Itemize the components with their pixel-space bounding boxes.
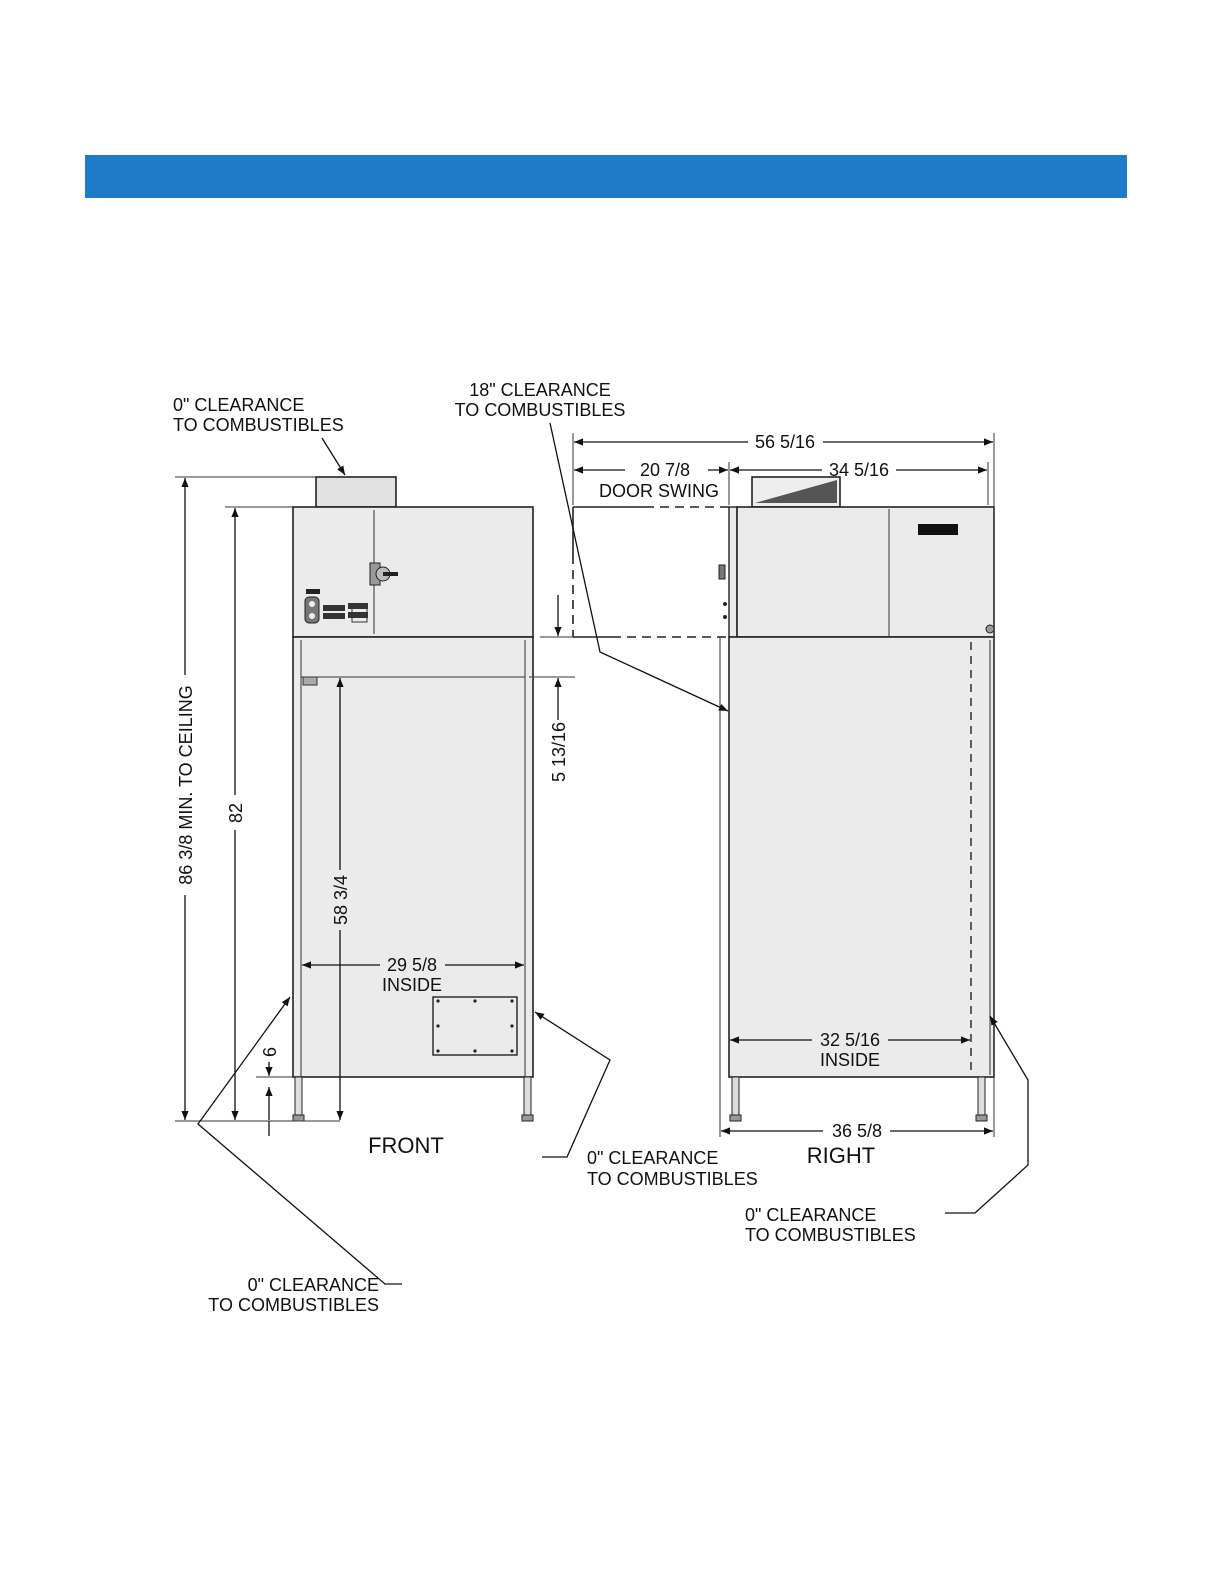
side-depth-legs-dim: 36 5/8 (831, 1121, 883, 1141)
upper-gap-dim: 5 13/16 (549, 721, 569, 783)
body-depth-dim: 34 5/16 (828, 460, 890, 480)
front-access-panel (433, 997, 517, 1055)
door-swing-value: 20 7/8 (639, 460, 691, 480)
front-view-title: FRONT (368, 1133, 444, 1158)
ceiling-height-dim: 86 3/8 MIN. TO CEILING (176, 685, 196, 885)
rear-clearance-line1: 18" CLEARANCE (469, 380, 611, 400)
top-vent-clearance-line1: 0" CLEARANCE (173, 395, 305, 415)
side-inside-label: INSIDE (819, 1050, 881, 1070)
top-vent-clearance-line2: TO COMBUSTIBLES (173, 415, 344, 435)
right-lower-cabinet (729, 637, 994, 1077)
front-right-clearance-line2: TO COMBUSTIBLES (587, 1169, 758, 1189)
rear-clearance-line2: TO COMBUSTIBLES (454, 400, 626, 420)
front-view (293, 477, 533, 1121)
side-right-clearance-line2: TO COMBUSTIBLES (745, 1225, 916, 1245)
front-vent-duct (316, 477, 396, 507)
front-left-clearance-line2: TO COMBUSTIBLES (208, 1295, 379, 1315)
front-inside-label: INSIDE (381, 975, 443, 995)
side-right-clearance-line1: 0" CLEARANCE (745, 1205, 877, 1225)
door-swing-label: DOOR SWING (599, 481, 719, 501)
right-view (573, 477, 994, 1137)
right-view-title: RIGHT (806, 1143, 876, 1168)
leg-height-dim: 6 (260, 1046, 280, 1058)
right-door-edge (729, 507, 737, 637)
front-right-clearance-line1: 0" CLEARANCE (587, 1148, 719, 1168)
overall-depth-dim: 56 5/16 (754, 432, 816, 452)
door-opening-height-dim: 58 3/4 (331, 874, 351, 926)
front-inside-width-dim: 29 5/8 (386, 955, 438, 975)
front-left-clearance-line1: 0" CLEARANCE (247, 1275, 379, 1295)
height-dim: 82 (226, 802, 246, 824)
side-inside-depth-dim: 32 5/16 (819, 1030, 881, 1050)
